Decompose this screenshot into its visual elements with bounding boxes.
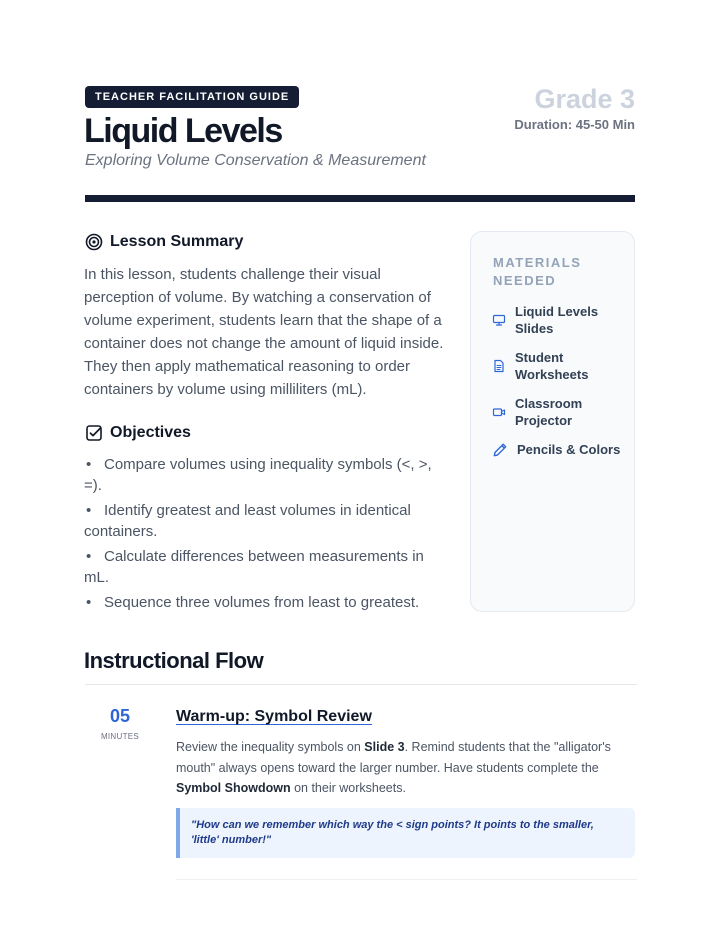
step-description: Review the inequality symbols on Slide 3. Remind students that the "alligator's mouth" always opens toward the larger number. Have students complete the Symbol Showdown on their worksheets. <box>176 740 611 795</box>
page-title: Liquid Levels <box>84 112 282 150</box>
materials-heading: MATERIALS NEEDED <box>493 255 582 288</box>
materials-panel <box>470 231 635 612</box>
guide-badge: TEACHER FACILITATION GUIDE <box>85 86 299 108</box>
material-label: Pencils & Colors <box>517 442 621 457</box>
objectives-title: Objectives <box>110 424 191 441</box>
grade-label: Grade 3 <box>534 84 635 114</box>
document-icon <box>492 359 506 373</box>
material-label: Student Worksheets <box>515 350 589 382</box>
list-item: • Identify greatest and least volumes in identical containers. <box>84 502 411 540</box>
page-subtitle: Exploring Volume Conservation & Measurement <box>85 152 426 169</box>
header-divider <box>85 195 635 202</box>
video-icon <box>492 405 506 419</box>
material-item-pencils <box>492 441 627 458</box>
objectives-list <box>84 454 444 617</box>
duration-label: Duration: 45-50 Min <box>514 117 635 132</box>
teacher-prompt-quote: "How can we remember which way the < sign points? It points to the smaller, 'little' number!" <box>176 808 635 858</box>
section-divider <box>85 684 637 685</box>
lesson-summary-heading <box>85 233 243 251</box>
material-item-projector <box>492 395 625 429</box>
material-label: Classroom Projector <box>515 396 583 428</box>
instructional-flow-heading: Instructional Flow <box>84 648 264 673</box>
material-label: Liquid Levels Slides <box>515 304 599 336</box>
objectives-heading <box>85 424 191 442</box>
pencil-icon <box>492 442 508 458</box>
material-item-slides <box>492 303 625 337</box>
material-item-worksheets <box>492 349 625 383</box>
step-minutes: 05 <box>109 706 131 726</box>
step-minutes-unit: MINUTES <box>100 732 140 741</box>
lesson-summary-text: In this lesson, students challenge their visual perception of volume. By watching a conservation of volume experiment, students learn that the shape of a container does not change the amount of liquid inside. They then apply mathematical reasoning to order containers by volume using milliliters (mL). <box>84 266 444 398</box>
list-item: • Compare volumes using inequality symbols (<, >, =). <box>84 456 432 494</box>
step-title: Warm-up: Symbol Review <box>176 708 372 725</box>
list-item: • Sequence three volumes from least to greatest. <box>86 594 420 611</box>
presentation-icon <box>492 313 506 327</box>
target-icon <box>85 233 103 251</box>
checkbox-icon <box>85 424 103 442</box>
list-item: • Calculate differences between measurements in mL. <box>84 548 424 586</box>
step-divider <box>176 879 637 880</box>
lesson-summary-title: Lesson Summary <box>110 233 244 250</box>
